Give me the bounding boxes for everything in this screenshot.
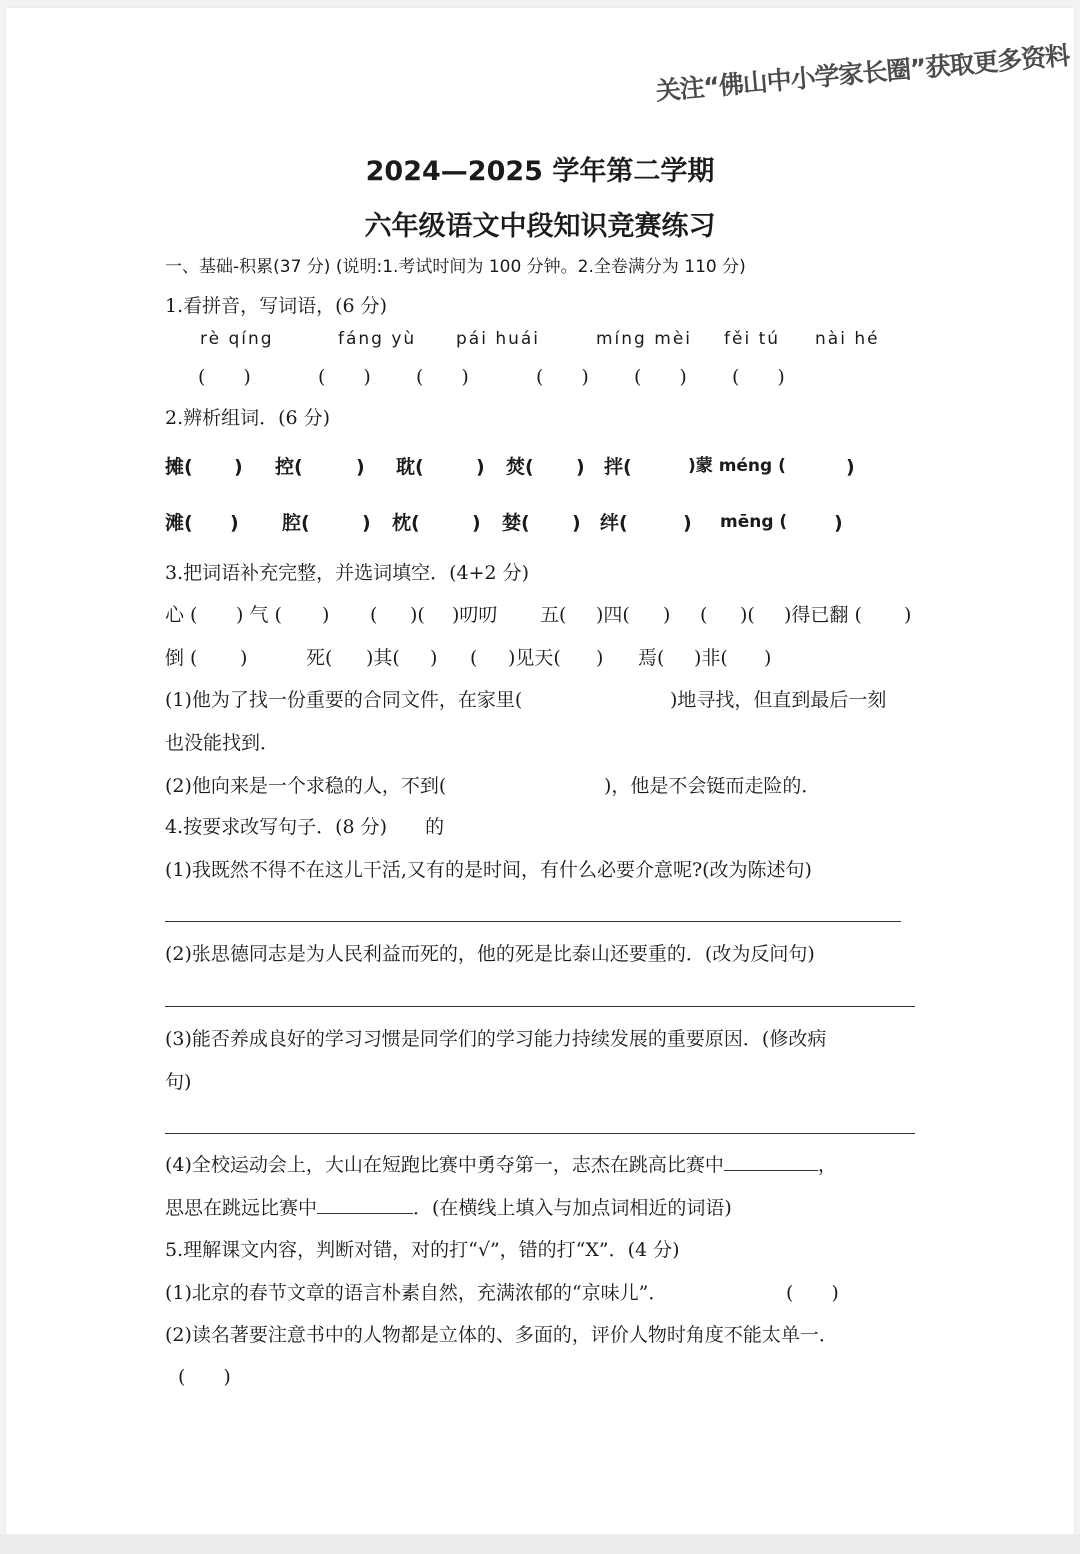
q2-row2-item: ) xyxy=(572,512,581,534)
q4-sentence-3-cont: 句) xyxy=(165,1071,192,1093)
q2-row1-item[interactable]: 拌( xyxy=(604,456,632,478)
q3-sentence-1-part1: (1)他为了找一份重要的合同文件，在家里( xyxy=(165,689,523,711)
q2-row1-item[interactable]: 焚( xyxy=(506,456,534,478)
q5-judge-blank-2[interactable]: ( ) xyxy=(178,1366,231,1388)
q2-row2-item[interactable]: 滩( xyxy=(165,512,193,534)
title-year: 2024—2025 学年第二学期 xyxy=(365,156,715,187)
q5-statement-1: (1)北京的春节文章的语言朴素自然，充满浓郁的“京味儿”． xyxy=(165,1282,668,1304)
q3-row2-item[interactable]: 死( xyxy=(306,647,333,669)
q4-sentence-4 xyxy=(165,1156,837,1175)
q4-sentence-4-instruction: ．(在横线上填入与加点词相近的词语) xyxy=(413,1197,732,1219)
q2-row1-item[interactable]: 控( xyxy=(275,456,303,478)
q2-row1-item[interactable]: 摊( xyxy=(165,456,193,478)
q2-row1-item[interactable]: )蒙 méng ( xyxy=(688,456,786,476)
q3-row1-item[interactable]: ) 气 ( xyxy=(236,604,282,626)
q2-row1-item: ) xyxy=(356,456,365,478)
q3-row1-item: ) xyxy=(904,604,912,626)
q1-answer-blank-5[interactable]: ( ) xyxy=(634,366,687,388)
q2-row1-item: ) xyxy=(234,456,243,478)
section1-header: 一、基础-积累(37 分) (说明:1.考试时间为 100 分钟。2.全卷满分为 110 分) xyxy=(165,257,746,277)
q3-row2-item[interactable]: )其( xyxy=(366,647,400,669)
q3-row2-item[interactable]: 倒 ( xyxy=(165,647,198,669)
q1-answer-blank-2[interactable]: ( ) xyxy=(318,366,371,388)
q1-heading: 1.看拼音，写词语，(6 分) xyxy=(165,295,388,317)
q1-answer-blank-4[interactable]: ( ) xyxy=(536,366,589,388)
q2-row2-item: ) xyxy=(472,512,481,534)
q2-row2-item: ) xyxy=(230,512,239,534)
q3-heading: 3.把词语补充完整，并选词填空．(4+2 分) xyxy=(165,562,530,584)
q2-row2-item[interactable]: 枕( xyxy=(392,512,420,534)
q4-answer-line-1[interactable] xyxy=(165,921,901,922)
q4-sentence-4-cont-text: 思思在跳远比赛中 xyxy=(165,1197,318,1219)
q1-answer-blank-6[interactable]: ( ) xyxy=(732,366,785,388)
q3-row2-item: ) xyxy=(596,647,604,669)
bottom-margin xyxy=(0,1534,1080,1554)
q4-answer-line-3[interactable] xyxy=(165,1133,915,1134)
q1-answer-blank-1[interactable]: ( ) xyxy=(198,366,251,388)
q3-row1-item[interactable]: )( xyxy=(740,604,755,626)
q2-row2-item: ) xyxy=(362,512,371,534)
q3-sentence-1-cont: 也没能找到． xyxy=(165,732,280,754)
q3-row2-item[interactable]: ( xyxy=(470,647,478,669)
q3-row2-item[interactable]: 焉( xyxy=(638,647,665,669)
watermark-text: 关注“佛山中小学家长圈”获取更多资料 xyxy=(654,40,1071,106)
q4-answer-line-2[interactable] xyxy=(165,1006,915,1007)
q4-heading: 4.按要求改写句子．(8 分) 的 xyxy=(165,816,445,838)
q3-row2-item: ) xyxy=(430,647,438,669)
q3-sentence-2-part1: (2)他向来是一个求稳的人，不到( xyxy=(165,775,447,797)
q4-sentence-4-text: (4)全校运动会上，大山在短跑比赛中勇夺第一，志杰在跳高比赛中 xyxy=(165,1154,724,1176)
q3-row1-item: ) xyxy=(322,604,330,626)
q4-fill-blank-1[interactable] xyxy=(724,1170,818,1171)
q4-sentence-4-cont xyxy=(165,1199,732,1218)
q4-fill-blank-2[interactable] xyxy=(317,1213,413,1214)
q4-sentence-3: (3)能否养成良好的学习习惯是同学们的学习能力持续发展的重要原因．(修改病 xyxy=(165,1028,827,1050)
q3-row2-item[interactable]: )非( xyxy=(694,647,728,669)
q3-row1-item[interactable]: 五( xyxy=(540,604,567,626)
q2-row2-item[interactable]: 腔( xyxy=(282,512,310,534)
q2-row1-item: ) xyxy=(476,456,485,478)
q3-row1-item[interactable]: )( xyxy=(410,604,425,626)
q2-row2-item: ) xyxy=(834,512,843,534)
q5-judge-blank-1[interactable]: ( ) xyxy=(786,1282,839,1304)
title-main: 六年级语文中段知识竞赛练习 xyxy=(364,211,716,242)
q5-statement-2: (2)读名著要注意书中的人物都是立体的、多面的，评价人物时角度不能太单一． xyxy=(165,1324,838,1346)
q4-sentence-1: (1)我既然不得不在这儿干活,又有的是时间，有什么必要介意呢?(改为陈述句) xyxy=(165,859,812,881)
q3-row1-item[interactable]: )得已翻 ( xyxy=(784,604,862,626)
q1-pinyin-5: fěi tú xyxy=(724,329,781,349)
q3-sentence-1-part2: )地寻找，但直到最后一刻 xyxy=(670,689,887,711)
q2-row2-item[interactable]: 绊( xyxy=(600,512,628,534)
q3-row1-item[interactable]: ( xyxy=(370,604,378,626)
q3-row1-item[interactable]: 心 ( xyxy=(165,604,198,626)
q3-row1-item: )叨叨 xyxy=(452,604,498,626)
q1-pinyin-2: fáng yù xyxy=(338,329,417,349)
q3-row1-item[interactable]: )四( xyxy=(596,604,630,626)
q2-row1-item[interactable]: 耽( xyxy=(396,456,424,478)
q3-row1-item: ) xyxy=(663,604,671,626)
q2-row2-item[interactable]: 婪( xyxy=(502,512,530,534)
q1-pinyin-3: pái huái xyxy=(456,329,541,349)
q2-row2-item[interactable]: mēng ( xyxy=(720,512,788,532)
q3-row2-item[interactable]: )见天( xyxy=(508,647,561,669)
q3-row1-item[interactable]: ( xyxy=(700,604,708,626)
q1-pinyin-1: rè qíng xyxy=(200,329,274,349)
q3-row2-item: ) xyxy=(764,647,772,669)
q2-heading: 2.辨析组词．(6 分) xyxy=(165,407,331,429)
q2-row1-item: ) xyxy=(846,456,855,478)
q1-answer-blank-3[interactable]: ( ) xyxy=(416,366,469,388)
q2-row2-item: ) xyxy=(683,512,692,534)
q1-pinyin-4: míng mèi xyxy=(596,329,692,349)
q5-heading: 5.理解课文内容，判断对错，对的打“√”，错的打“X”．(4 分) xyxy=(165,1239,680,1261)
q1-pinyin-6: nài hé xyxy=(815,329,880,349)
q2-row1-item: ) xyxy=(576,456,585,478)
q4-sentence-2: (2)张思德同志是为人民利益而死的，他的死是比泰山还要重的．(改为反问句) xyxy=(165,943,815,965)
q3-sentence-2-part2: )，他是不会铤而走险的． xyxy=(604,775,821,797)
q3-row2-item: ) xyxy=(240,647,248,669)
q4-sentence-4-comma: ， xyxy=(817,1154,837,1176)
